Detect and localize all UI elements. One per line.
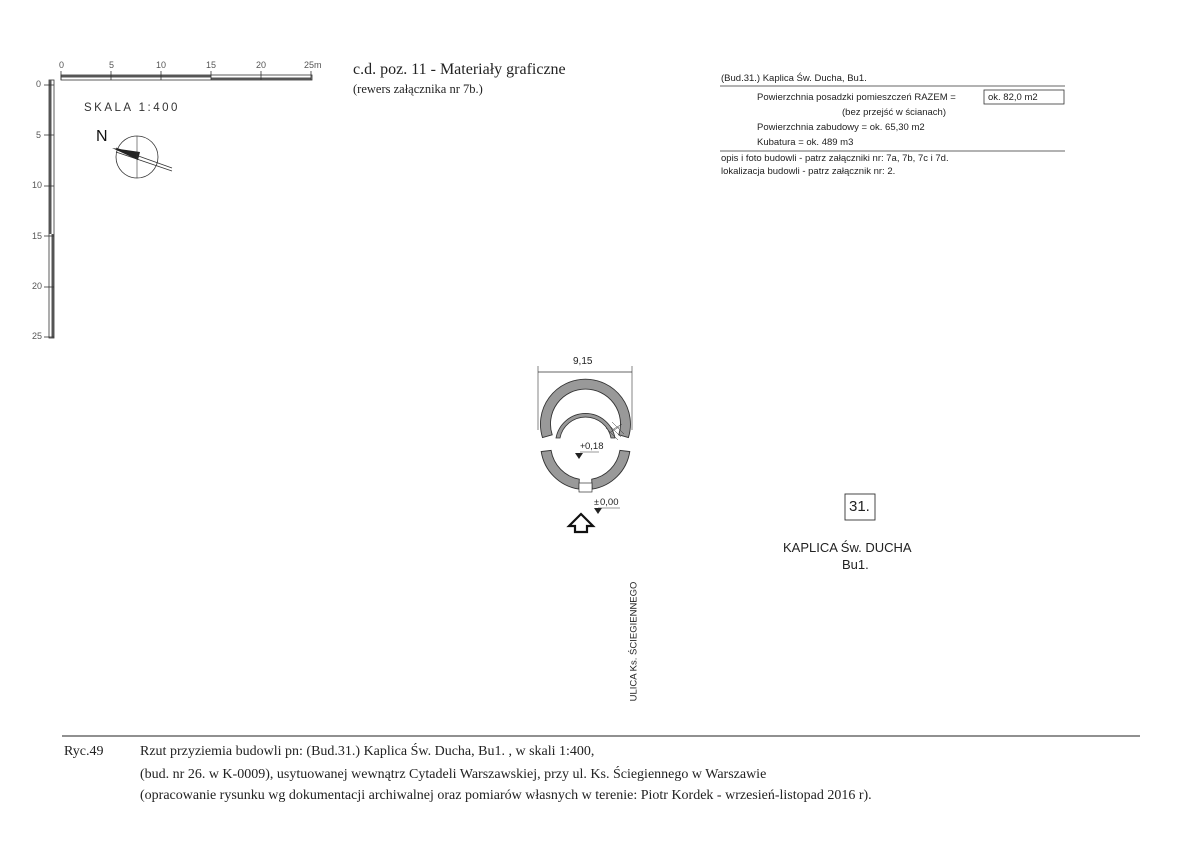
entrance-arrow-icon [569,514,593,532]
volume: Kubatura = ok. 489 m3 [757,137,854,148]
scale-top-tick: 15 [206,60,217,70]
page-title: c.d. poz. 11 - Materiały graficzne [353,61,566,78]
page-subtitle: (rewers załącznika nr 7b.) [353,82,483,96]
floor-area-value: ok. 82,0 m2 [988,92,1038,103]
scale-top-tick: 10 [156,60,167,70]
level-inside-sign: + [580,441,586,451]
level-inside-label: 0,18 [585,441,604,452]
building-number: 31. [849,498,870,515]
caption-line-1: Rzut przyziemia budowli pn: (Bud.31.) Kaplica Św. Ducha, Bu1. , w skali 1:400, [140,744,595,759]
building-code: Bu1. [842,557,869,572]
scale-top-tick: 5 [109,60,115,70]
info-building: (Bud.31.) Kaplica Św. Ducha, Bu1. [721,73,867,84]
level-outside-label: 0,00 [600,497,619,508]
horizontal-scale-bar [61,71,312,80]
scale-left-tick: 5 [36,130,42,140]
north-arrow-icon [112,136,172,178]
dimension-label: 9,15 [573,356,593,367]
scale-top-tick: 25m [304,60,322,70]
location-ref: lokalizacja budowli - patrz załącznik nr: 2. [721,166,896,177]
scale-top-tick: 20 [256,60,267,70]
scale-left-tick: 0 [36,79,42,89]
description-ref: opis i foto budowli - patrz załączniki nr: 7a, 7b, 7c i 7d. [721,153,949,164]
vertical-scale-bar [44,80,54,338]
north-label: N [96,128,108,145]
scale-label: SKALA 1:400 [84,102,180,114]
scale-left-tick: 20 [32,281,43,291]
floor-area-note: (bez przejść w ścianach) [842,107,947,118]
building-name: KAPLICA Św. DUCHA [783,540,912,555]
level-outside-sign: ± [594,497,599,507]
floor-area-label: Powierzchnia posadzki pomieszczeń RAZEM = [757,92,956,103]
scale-top-tick: 0 [59,60,65,70]
street-label: ULICA Ks. ŚCIEGIENNEGO [628,581,640,702]
built-area: Powierzchnia zabudowy = ok. 65,30 m2 [757,122,925,133]
caption-line-2: (bud. nr 26. w K-0009), usytuowanej wewnątrz Cytadeli Warszawskiej, przy ul. Ks. Ściegiennego w Warszawie [140,767,767,782]
scale-left-tick: 25 [32,331,43,341]
caption-line-3: (opracowanie rysunku wg dokumentacji archiwalnej oraz pomiarów własnych w terenie: Piotr Kordek - wrzesień-listopad 2016 r). [140,788,872,803]
figure-id: Ryc.49 [64,744,104,759]
scale-left-tick: 10 [32,180,43,190]
scale-left-tick: 15 [32,231,43,241]
